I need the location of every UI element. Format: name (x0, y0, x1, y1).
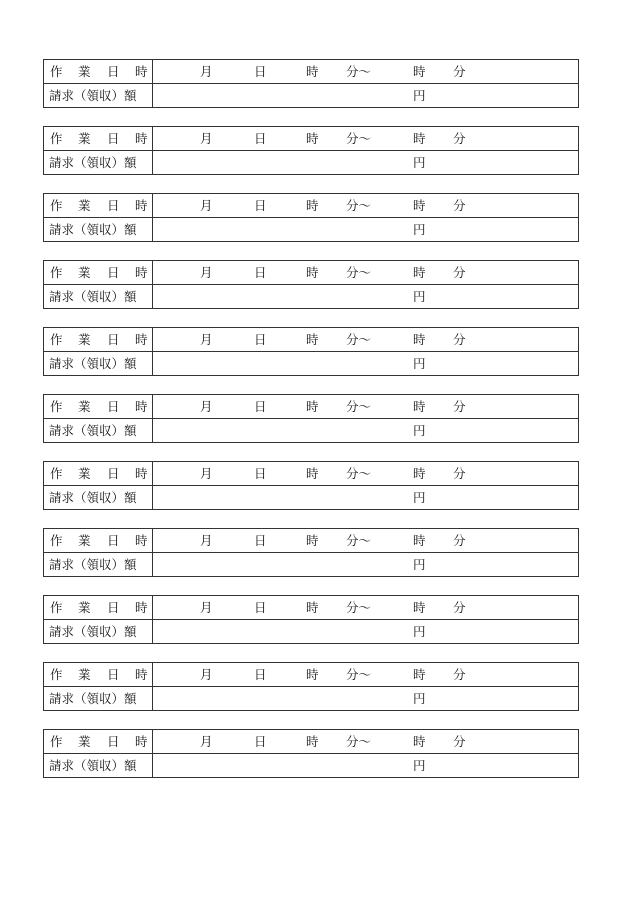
yen-unit: 円 (413, 758, 426, 773)
amount-label-cell (44, 687, 153, 710)
work-record (43, 729, 579, 778)
start-hour-unit: 時 (306, 399, 319, 414)
work-datetime-label (44, 194, 153, 217)
end-hour-unit: 時 (413, 734, 426, 749)
work-label-char: 業 (78, 667, 91, 682)
end-hour-unit: 時 (413, 399, 426, 414)
amount-row (44, 351, 578, 375)
end-hour-unit: 時 (413, 131, 426, 146)
day-unit: 日 (254, 198, 267, 213)
yen-unit: 円 (413, 155, 426, 170)
amount-label: 請求（領収）額 (49, 624, 137, 639)
end-minute-unit: 分 (453, 667, 466, 682)
work-label-char: 日 (107, 667, 120, 682)
work-record (43, 461, 579, 510)
amount-label-cell (44, 285, 153, 308)
work-label-char: 業 (78, 64, 91, 79)
work-label-char: 日 (107, 600, 120, 615)
work-datetime-row (44, 596, 578, 619)
yen-unit: 円 (413, 222, 426, 237)
end-minute-unit: 分 (453, 533, 466, 548)
amount-label: 請求（領収）額 (49, 691, 137, 706)
work-datetime-row (44, 663, 578, 686)
work-record (43, 528, 579, 577)
amount-row (44, 150, 578, 174)
work-record (43, 327, 579, 376)
amount-label: 請求（領収）額 (49, 289, 137, 304)
amount-label-cell (44, 151, 153, 174)
month-unit: 月 (200, 466, 213, 481)
work-label-char: 時 (135, 332, 148, 347)
amount-label-cell (44, 553, 153, 576)
end-minute-unit: 分 (453, 734, 466, 749)
work-datetime-label (44, 596, 153, 619)
work-label-char: 作 (50, 533, 63, 548)
start-hour-unit: 時 (306, 600, 319, 615)
work-label-char: 業 (78, 399, 91, 414)
work-record (43, 59, 579, 108)
yen-unit: 円 (413, 423, 426, 438)
start-minute-range-unit: 分〜 (346, 332, 372, 347)
work-label-char: 時 (135, 198, 148, 213)
work-datetime-label (44, 328, 153, 351)
work-datetime-label (44, 730, 153, 753)
day-unit: 日 (254, 332, 267, 347)
work-label-char: 業 (78, 533, 91, 548)
work-label-char: 作 (50, 198, 63, 213)
work-datetime-row (44, 194, 578, 217)
work-label-char: 作 (50, 600, 63, 615)
work-label-char: 時 (135, 667, 148, 682)
end-minute-unit: 分 (453, 265, 466, 280)
work-datetime-label (44, 127, 153, 150)
work-datetime-row (44, 127, 578, 150)
start-minute-range-unit: 分〜 (346, 265, 372, 280)
work-label-char: 日 (107, 734, 120, 749)
start-hour-unit: 時 (306, 466, 319, 481)
yen-unit: 円 (413, 557, 426, 572)
month-unit: 月 (200, 332, 213, 347)
work-datetime-row (44, 395, 578, 418)
work-label-char: 日 (107, 198, 120, 213)
work-label-char: 時 (135, 64, 148, 79)
work-datetime-row (44, 60, 578, 83)
end-hour-unit: 時 (413, 332, 426, 347)
month-unit: 月 (200, 131, 213, 146)
work-label-char: 時 (135, 600, 148, 615)
end-hour-unit: 時 (413, 533, 426, 548)
amount-row (44, 619, 578, 643)
end-minute-unit: 分 (453, 131, 466, 146)
amount-label: 請求（領収）額 (49, 557, 137, 572)
month-unit: 月 (200, 198, 213, 213)
work-datetime-label (44, 529, 153, 552)
end-hour-unit: 時 (413, 600, 426, 615)
work-label-char: 作 (50, 265, 63, 280)
month-unit: 月 (200, 667, 213, 682)
end-minute-unit: 分 (453, 466, 466, 481)
start-hour-unit: 時 (306, 64, 319, 79)
amount-label: 請求（領収）額 (49, 155, 137, 170)
amount-label-cell (44, 84, 153, 107)
amount-row (44, 753, 578, 777)
yen-unit: 円 (413, 88, 426, 103)
amount-label-cell (44, 218, 153, 241)
work-record (43, 260, 579, 309)
amount-row (44, 83, 578, 107)
work-datetime-label (44, 395, 153, 418)
amount-label-cell (44, 486, 153, 509)
month-unit: 月 (200, 64, 213, 79)
work-label-char: 時 (135, 466, 148, 481)
work-label-char: 時 (135, 399, 148, 414)
start-minute-range-unit: 分〜 (346, 64, 372, 79)
work-label-char: 作 (50, 131, 63, 146)
end-minute-unit: 分 (453, 399, 466, 414)
day-unit: 日 (254, 667, 267, 682)
work-label-char: 時 (135, 533, 148, 548)
work-record (43, 126, 579, 175)
work-label-char: 日 (107, 64, 120, 79)
month-unit: 月 (200, 533, 213, 548)
end-hour-unit: 時 (413, 667, 426, 682)
amount-label: 請求（領収）額 (49, 758, 137, 773)
start-minute-range-unit: 分〜 (346, 198, 372, 213)
yen-unit: 円 (413, 490, 426, 505)
start-hour-unit: 時 (306, 734, 319, 749)
yen-unit: 円 (413, 289, 426, 304)
end-minute-unit: 分 (453, 198, 466, 213)
start-minute-range-unit: 分〜 (346, 466, 372, 481)
work-label-char: 業 (78, 131, 91, 146)
work-label-char: 業 (78, 265, 91, 280)
work-label-char: 日 (107, 265, 120, 280)
month-unit: 月 (200, 734, 213, 749)
day-unit: 日 (254, 533, 267, 548)
work-label-char: 作 (50, 399, 63, 414)
yen-unit: 円 (413, 624, 426, 639)
yen-unit: 円 (413, 691, 426, 706)
day-unit: 日 (254, 64, 267, 79)
work-label-char: 作 (50, 466, 63, 481)
work-label-char: 時 (135, 131, 148, 146)
start-minute-range-unit: 分〜 (346, 667, 372, 682)
amount-label-cell (44, 754, 153, 777)
work-record (43, 193, 579, 242)
start-hour-unit: 時 (306, 332, 319, 347)
work-label-char: 時 (135, 734, 148, 749)
start-hour-unit: 時 (306, 667, 319, 682)
work-label-char: 日 (107, 466, 120, 481)
amount-label: 請求（領収）額 (49, 356, 137, 371)
work-label-char: 時 (135, 265, 148, 280)
amount-row (44, 485, 578, 509)
start-minute-range-unit: 分〜 (346, 533, 372, 548)
work-datetime-row (44, 462, 578, 485)
work-record (43, 595, 579, 644)
end-minute-unit: 分 (453, 64, 466, 79)
work-record (43, 394, 579, 443)
amount-label-cell (44, 419, 153, 442)
work-datetime-label (44, 60, 153, 83)
day-unit: 日 (254, 265, 267, 280)
work-record-forms (43, 59, 579, 796)
amount-row (44, 217, 578, 241)
work-label-char: 業 (78, 734, 91, 749)
end-minute-unit: 分 (453, 600, 466, 615)
amount-row (44, 284, 578, 308)
work-label-char: 作 (50, 667, 63, 682)
end-hour-unit: 時 (413, 265, 426, 280)
amount-label: 請求（領収）額 (49, 222, 137, 237)
start-minute-range-unit: 分〜 (346, 399, 372, 414)
work-datetime-label (44, 663, 153, 686)
start-hour-unit: 時 (306, 131, 319, 146)
amount-label: 請求（領収）額 (49, 88, 137, 103)
amount-label-cell (44, 620, 153, 643)
start-minute-range-unit: 分〜 (346, 131, 372, 146)
work-label-char: 作 (50, 734, 63, 749)
month-unit: 月 (200, 399, 213, 414)
work-label-char: 業 (78, 198, 91, 213)
yen-unit: 円 (413, 356, 426, 371)
work-label-char: 業 (78, 332, 91, 347)
work-datetime-label (44, 261, 153, 284)
month-unit: 月 (200, 600, 213, 615)
end-hour-unit: 時 (413, 64, 426, 79)
amount-row (44, 686, 578, 710)
amount-row (44, 552, 578, 576)
end-minute-unit: 分 (453, 332, 466, 347)
start-minute-range-unit: 分〜 (346, 734, 372, 749)
day-unit: 日 (254, 734, 267, 749)
work-label-char: 業 (78, 600, 91, 615)
work-datetime-row (44, 730, 578, 753)
work-label-char: 日 (107, 131, 120, 146)
amount-row (44, 418, 578, 442)
work-datetime-label (44, 462, 153, 485)
end-hour-unit: 時 (413, 198, 426, 213)
work-record (43, 662, 579, 711)
amount-label: 請求（領収）額 (49, 423, 137, 438)
start-hour-unit: 時 (306, 265, 319, 280)
work-datetime-row (44, 261, 578, 284)
work-label-char: 日 (107, 533, 120, 548)
amount-label: 請求（領収）額 (49, 490, 137, 505)
day-unit: 日 (254, 399, 267, 414)
start-hour-unit: 時 (306, 533, 319, 548)
end-hour-unit: 時 (413, 466, 426, 481)
work-label-char: 作 (50, 64, 63, 79)
work-datetime-row (44, 328, 578, 351)
work-label-char: 日 (107, 399, 120, 414)
work-label-char: 業 (78, 466, 91, 481)
day-unit: 日 (254, 466, 267, 481)
month-unit: 月 (200, 265, 213, 280)
work-label-char: 日 (107, 332, 120, 347)
day-unit: 日 (254, 600, 267, 615)
start-hour-unit: 時 (306, 198, 319, 213)
work-label-char: 作 (50, 332, 63, 347)
day-unit: 日 (254, 131, 267, 146)
amount-label-cell (44, 352, 153, 375)
work-datetime-row (44, 529, 578, 552)
start-minute-range-unit: 分〜 (346, 600, 372, 615)
